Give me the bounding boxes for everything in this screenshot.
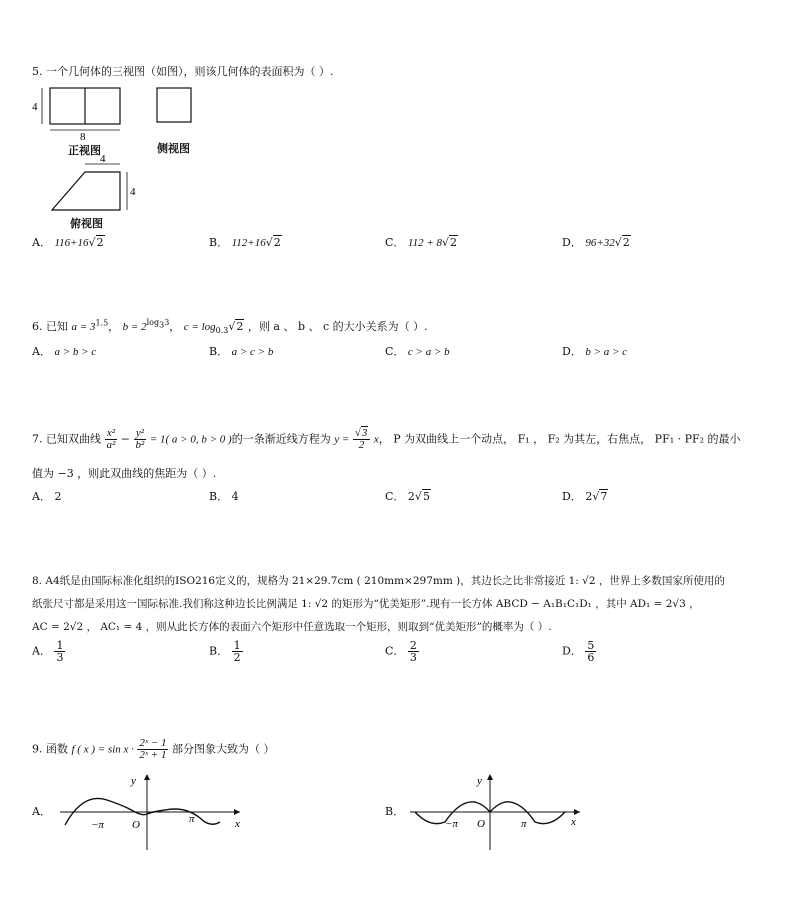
q8-option-d[interactable]: D． $\frac{5}{6}$ (562, 639, 595, 664)
svg-text:y: y (477, 775, 482, 787)
top-view-trapezoid (52, 172, 120, 210)
svg-text:π: π (189, 813, 195, 825)
dim-top-top: 4 (100, 153, 106, 165)
svg-text:O: O (477, 818, 485, 830)
q7-option-b[interactable]: B． 4 (209, 490, 239, 503)
q5-option-a[interactable]: A． 116+16√2 (32, 236, 104, 249)
q9-stem: 9. 函数 f ( x ) = sin x · $\frac{\text{2ˣ − 1}}{\text{2ˣ + 1}}$ 部分图象大致为（ ） (32, 737, 275, 761)
q6-option-d[interactable]: D． b > a > c (562, 345, 628, 358)
svg-text:O: O (132, 819, 140, 831)
svg-text:y: y (131, 775, 136, 787)
q7-option-d[interactable]: D． 2√7 (562, 490, 608, 503)
q7-stem-line2: 值为 −3 ，则此双曲线的焦距为（ ）. (32, 467, 217, 480)
q9-option-b-graph[interactable] (405, 770, 595, 855)
svg-text:−π: −π (445, 818, 458, 830)
q5-option-d[interactable]: D． 96+32√2 (562, 236, 630, 249)
q9-option-b-label[interactable]: B． (385, 805, 405, 818)
q5-three-view-figure (30, 82, 210, 232)
q5-option-b[interactable]: B． 112+16√2 (209, 236, 281, 249)
svg-text:x: x (235, 818, 240, 830)
front-view-label: 正视图 (68, 144, 101, 157)
q6-option-a[interactable]: A． a > b > c (32, 345, 97, 358)
svg-text:π: π (521, 818, 527, 830)
q9-option-a-label[interactable]: A． (32, 805, 51, 818)
q7-stem-line1: 7. 已知双曲线 $\frac{\text{x²}}{\text{a²}}$ − $\frac{\text{y²}}{\text{b²}}$ = 1( a > 0, b > 0 )的一条渐近线方程为 y = $\frac{√3}{2}$ x， P 为双曲线上一个动点， F₁ ， F₂ 为其左，右焦点， PF₁ · PF₂ 的最小 (32, 427, 741, 451)
q7-option-a[interactable]: A． 2 (32, 490, 62, 503)
q8-stem-line3: AC = 2√2 ， AC₁ = 4 ，则从此长方体的表面六个矩形中任意选取一个矩形，则取到“优美矩形”的概率为（ ）. (32, 621, 552, 633)
q6-option-c[interactable]: C． c > a > b (385, 345, 450, 358)
q8-option-a[interactable]: A． $\frac{1}{3}$ (32, 639, 64, 664)
q6-stem: 6. 已知 $a = 3^{1.5}$， $b = 2^{log_33}$， $c = \log_{0.3}√2$ ，则 a 、 b 、 c 的大小关系为（ ）. (32, 318, 428, 336)
q7-option-c[interactable]: C． 2√5 (385, 490, 430, 503)
q8-option-c[interactable]: C． $\frac{2}{3}$ (385, 639, 417, 664)
q8-stem-line2: 纸张尺寸都是采用这一国际标准.我们称这种边长比例满足 1: √2 的矩形为“优美矩形”.现有一长方体 ABCD − A₁B₁C₁D₁ ，其中 AD₁ = 2√3 ， (32, 598, 700, 610)
dim-front-width: 8 (80, 131, 86, 143)
q5-stem: 5. 一个几何体的三视图（如图），则该几何体的表面积为（ ）. (32, 65, 334, 78)
q8-option-b[interactable]: B． $\frac{1}{2}$ (209, 639, 241, 664)
svg-text:−π: −π (91, 819, 104, 831)
svg-text:x: x (571, 816, 576, 828)
q6-option-b[interactable]: B． a > c > b (209, 345, 274, 358)
dim-front-height: 4 (32, 101, 38, 113)
q9-option-a-graph[interactable] (55, 770, 245, 855)
side-view-rect (157, 88, 191, 122)
q8-stem-line1: 8. A4纸是由国际标准化组织的ISO216定义的，规格为 21×29.7cm ( 210mm×297mm )，其边长之比非常接近 1: √2 ，世界上多数国家所使用的 (32, 575, 725, 587)
dim-top-right: 4 (130, 186, 136, 198)
side-view-label: 侧视图 (157, 142, 190, 155)
top-view-label: 俯视图 (70, 217, 103, 230)
q5-option-c[interactable]: C． 112 + 8√2 (385, 236, 458, 249)
